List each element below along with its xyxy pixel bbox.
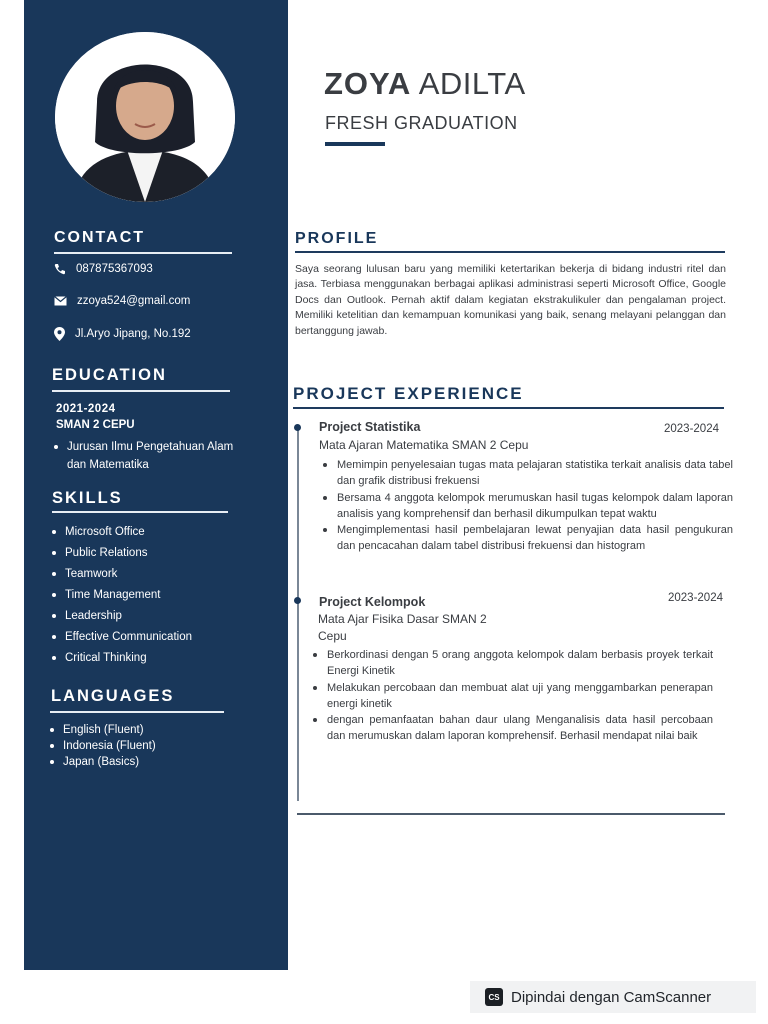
list-item [50, 722, 156, 738]
education-title: EDUCATION [52, 366, 167, 384]
address-text: Jl.Aryo Jipang, No.192 [75, 328, 191, 340]
bullet-dot [313, 718, 317, 722]
bullet-dot [50, 744, 54, 748]
list-item [52, 647, 192, 668]
project-title: Project Kelompok [319, 595, 426, 609]
profile-title: PROFILE [295, 230, 379, 247]
skill-label: Effective Communication [65, 630, 192, 643]
project-bullets [313, 647, 713, 745]
list-item [52, 626, 192, 647]
list-item [313, 647, 713, 680]
bottom-divider [297, 813, 725, 815]
project-bullets [323, 457, 733, 555]
skill-label: Critical Thinking [65, 651, 147, 664]
sidebar [24, 0, 288, 970]
project-date: 2023-2024 [668, 592, 723, 604]
bullet-dot [323, 463, 327, 467]
skills-divider [52, 511, 228, 513]
contact-divider [54, 252, 232, 254]
language-label: Indonesia (Fluent) [63, 740, 156, 752]
bullet-dot [323, 496, 327, 500]
bullet-dot [52, 572, 56, 576]
list-item [313, 680, 713, 713]
education-school: SMAN 2 CEPU [56, 419, 135, 431]
bullet-dot [313, 686, 317, 690]
phone-icon [54, 263, 66, 275]
name-underline [325, 142, 385, 146]
list-item [323, 457, 733, 490]
project-experience-title: PROJECT EXPERIENCE [293, 384, 524, 403]
timeline-dot [294, 597, 301, 604]
education-years: 2021-2024 [56, 403, 116, 415]
skill-label: Leadership [65, 609, 122, 622]
bullet-text: dengan pemanfaatan bahan daur ulang Menganalisis data hasil percobaan dan merumuskan dalam laporan komprehensif. Berhasil mendapat nilai baik [327, 714, 713, 743]
project-subtitle: Mata Ajaran Matematika SMAN 2 Cepu [319, 438, 529, 452]
skill-label: Time Management [65, 588, 161, 601]
list-item [52, 521, 192, 542]
list-item [52, 584, 192, 605]
watermark-text: Dipindai dengan CamScanner [511, 988, 712, 1006]
bullet-dot [52, 551, 56, 555]
project-divider [293, 407, 724, 409]
timeline-line [297, 427, 299, 801]
list-item [323, 522, 733, 555]
list-item [52, 542, 192, 563]
languages-divider [50, 711, 224, 713]
bullet-dot [52, 656, 56, 660]
list-item [323, 490, 733, 523]
bullet-dot [323, 528, 327, 532]
list-item [52, 563, 192, 584]
list-item [52, 605, 192, 626]
profile-photo [55, 32, 235, 202]
bullet-dot [50, 760, 54, 764]
list-item [50, 738, 156, 754]
education-major [54, 438, 244, 474]
skill-label: Teamwork [65, 567, 118, 580]
education-major-text: Jurusan Ilmu Pengetahuan Alam dan Matematika [67, 441, 234, 471]
skills-title: SKILLS [52, 489, 123, 507]
languages-list [50, 722, 156, 770]
bullet-dot [313, 653, 317, 657]
contact-phone [54, 263, 153, 275]
list-item [50, 754, 156, 770]
full-name [324, 66, 526, 102]
contact-title: CONTACT [54, 229, 146, 246]
bullet-text: Mengimplementasi hasil pembelajaran lewat penyajian data hasil pengukuran dan pencacahan dalam tabel distribusi frekuensi dan histogram [337, 524, 733, 553]
language-label: English (Fluent) [63, 724, 144, 736]
project-subtitle: Mata Ajar Fisika Dasar SMAN 2 Cepu [318, 612, 487, 643]
location-pin-icon [54, 327, 65, 341]
mail-icon [54, 296, 67, 306]
camscanner-logo-icon: CS [485, 988, 503, 1006]
languages-title: LANGUAGES [51, 687, 175, 705]
phone-text: 087875367093 [76, 263, 153, 275]
bullet-dot [52, 530, 56, 534]
bullet-text: Bersama 4 anggota kelompok merumuskan hasil tugas kelompok dalam laporan analisis yang komprehensif dan berhasil dikumpulkan tepat waktu [337, 491, 733, 520]
bullet-text: Berkordinasi dengan 5 orang anggota kelompok dalam berbasis proyek terkait Energi Kinetik [327, 649, 713, 678]
profile-text: Saya seorang lulusan baru yang memiliki ketertarikan bekerja di bidang industri ritel dan jasa. Terbiasa menggunakan berbagai aplikasi administrasi seperti Microsoft Office, Google Docs dan Outlook. Pernah aktif dalam kegiatan ekstrakulikuler dan pengalaman project. Memiliki ketelitian dan kemampuan komunikasi yang baik, senang melayani pelanggan dan bertanggung jawab. [295, 263, 726, 337]
language-label: Japan (Basics) [63, 756, 140, 768]
contact-email [54, 295, 190, 307]
education-divider [52, 390, 230, 392]
camscanner-watermark [470, 981, 756, 1013]
skills-list [52, 521, 192, 668]
person-portrait-icon [55, 32, 235, 202]
contact-address [54, 327, 191, 341]
bullet-text: Memimpin penyelesaian tugas mata pelajaran statistika terkait analisis data tabel dan grafik distribusi frekuensi [337, 459, 733, 488]
first-name: ZOYA [324, 66, 412, 101]
bullet-dot [50, 728, 54, 732]
profile-divider [295, 251, 725, 253]
project-title: Project Statistika [319, 420, 421, 434]
email-text: zzoya524@gmail.com [77, 295, 191, 307]
skill-label: Public Relations [65, 546, 148, 559]
bullet-dot [52, 635, 56, 639]
skill-label: Microsoft Office [65, 525, 145, 538]
job-role: FRESH GRADUATION [325, 113, 518, 133]
bullet-text: Melakukan percobaan dan membuat alat uji yang menggambarkan penerapan energi kinetik [327, 681, 713, 710]
last-name: ADILTA [418, 66, 526, 101]
bullet-dot [54, 445, 58, 449]
list-item [313, 712, 713, 745]
bullet-dot [52, 593, 56, 597]
timeline-dot [294, 424, 301, 431]
bullet-dot [52, 614, 56, 618]
project-date: 2023-2024 [664, 423, 719, 435]
